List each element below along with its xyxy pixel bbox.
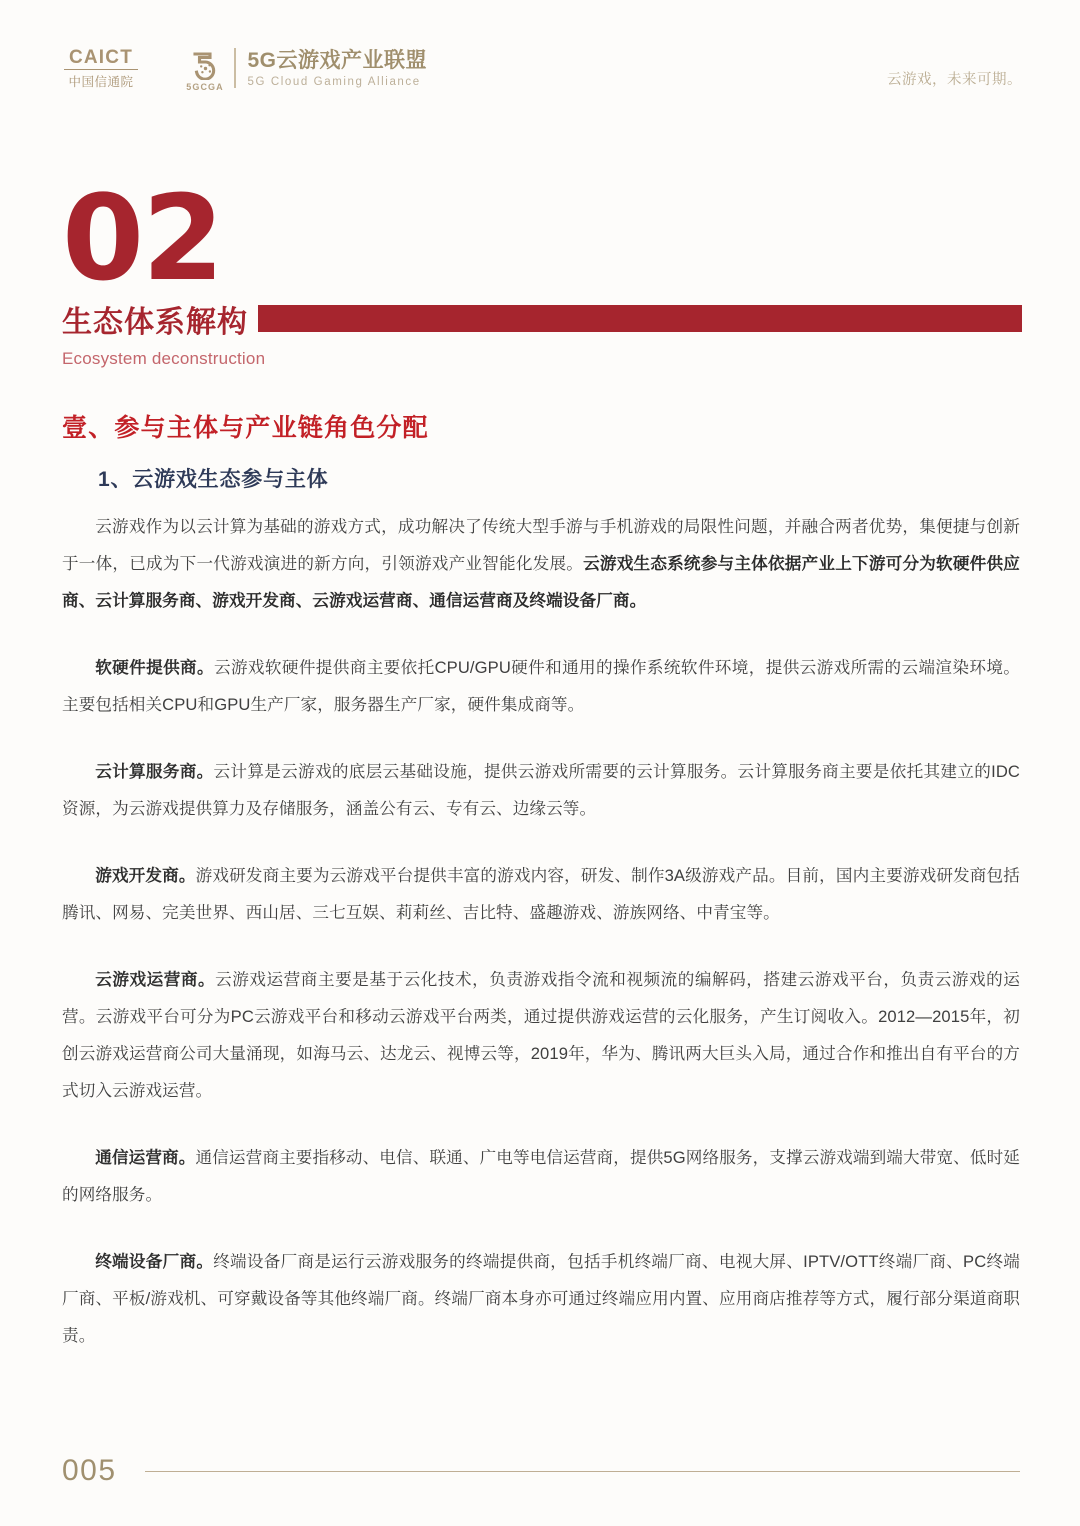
cga-mark-abbreviation: 5GCGA [186, 82, 224, 92]
page-header [0, 48, 1080, 104]
caict-logo [62, 48, 140, 90]
paragraph-text: 云计算是云游戏的底层云基础设施，提供云游戏所需要的云计算服务。云计算服务商主要是依托其建立的IDC资源，为云游戏提供算力及存储服务，涵盖公有云、专有云、边缘云等。 [62, 762, 1021, 818]
section-title-english: Ecosystem deconstruction [62, 348, 266, 368]
header-tagline: 云游戏，未来可期。 [887, 72, 1022, 88]
paragraph-cloud-game-operator [62, 961, 1020, 1109]
section-title-red-bar [258, 305, 1022, 332]
cga-english-name: 5G Cloud Gaming Alliance [247, 76, 421, 89]
section-header-block [62, 169, 1022, 369]
cga-text-block [248, 48, 428, 88]
paragraph-text: 云游戏运营商主要是基于云化技术，负责游戏指令流和视频流的编解码，搭建云游戏平台，负责云游戏的运营。云游戏平台可分为PC云游戏平台和移动云游戏平台两类，通过提供游戏运营的云化服务，产生订阅收入。2012—2015年，初创云游戏运营商公司大量涌现，如海马云、达龙云、视博云等，2019年，华为、腾讯两大巨头入局，通过合作和推出自有平台的方式切入云游戏运营。 [62, 970, 1021, 1100]
section-title-row [62, 297, 1022, 341]
caict-chinese-name: 中国信通院 [68, 75, 134, 90]
paragraph-lead: 云计算服务商。 [95, 762, 214, 781]
paragraph-text: 通信运营商主要指移动、电信、联通、广电等电信运营商，提供5G网络服务，支撑云游戏端到端大带宽、低时延的网络服务。 [62, 1148, 1020, 1204]
paragraph-intro [62, 508, 1020, 619]
cga-mark [182, 48, 228, 92]
paragraph-terminal-vendor [62, 1243, 1020, 1354]
paragraph-text: 云游戏作为以云计算为基础的游戏方式，成功解决了传统大型手游与手机游戏的局限性问题，并融合两者优势，集便捷与创新于一体，已成为下一代游戏演进的新方向，引领游戏产业智能化发展。 [62, 517, 1020, 573]
section-number: 02 [62, 169, 223, 307]
cga-vertical-divider [234, 48, 236, 88]
paragraph-telecom-operator [62, 1139, 1020, 1213]
paragraph-text: 云游戏软硬件提供商主要依托CPU/GPU硬件和通用的操作系统软件环境，提供云游戏所需的云端渲染环境。主要包括相关CPU和GPU生产厂家，服务器生产厂家，硬件集成商等。 [62, 658, 1020, 714]
cga-chinese-name: 5G云游戏产业联盟 [247, 49, 428, 72]
page-number: 005 [62, 1454, 117, 1487]
caict-divider-line [64, 69, 138, 71]
body-content [62, 508, 1020, 1354]
five-g-glyph-icon [190, 50, 220, 80]
section-title-chinese: 生态体系解构 [62, 305, 248, 339]
heading-level-2: 1、云游戏生态参与主体 [98, 468, 329, 491]
paragraph-hardware [62, 649, 1020, 723]
heading-level-1: 壹、参与主体与产业链角色分配 [62, 414, 429, 442]
paragraph-bold-tail: 云游戏生态系统参与主体依据产业上下游可分为软硬件供应商、云计算服务商、游戏开发商、云游戏运营商、通信运营商及终端设备厂商。 [62, 554, 1020, 610]
footer-divider-line [145, 1471, 1020, 1472]
paragraph-lead: 通信运营商。 [95, 1148, 196, 1167]
paragraph-text: 终端设备厂商是运行云游戏服务的终端提供商，包括手机终端厂商、电视大屏、IPTV/OTT终端厂商、PC终端厂商、平板/游戏机、可穿戴设备等其他终端厂商。终端厂商本身亦可通过终端应用内置、应用商店推荐等方式，履行部分渠道商职责。 [62, 1252, 1021, 1345]
paragraph-text: 游戏研发商主要为云游戏平台提供丰富的游戏内容，研发、制作3A级游戏产品。目前，国内主要游戏研发商包括腾讯、网易、完美世界、西山居、三七互娱、莉莉丝、吉比特、盛趣游戏、游族网络、中青宝等。 [62, 866, 1020, 922]
brand-block [62, 48, 427, 92]
paragraph-game-developer [62, 857, 1020, 931]
paragraph-lead: 软硬件提供商。 [95, 658, 214, 677]
paragraph-cloud-computing [62, 753, 1020, 827]
page-footer [62, 1454, 1020, 1488]
paragraph-lead: 终端设备厂商。 [95, 1252, 214, 1271]
cga-logo [182, 48, 427, 92]
paragraph-lead: 云游戏运营商。 [95, 970, 216, 989]
paragraph-lead: 游戏开发商。 [95, 866, 196, 885]
caict-wordmark: CAICT [68, 47, 134, 68]
